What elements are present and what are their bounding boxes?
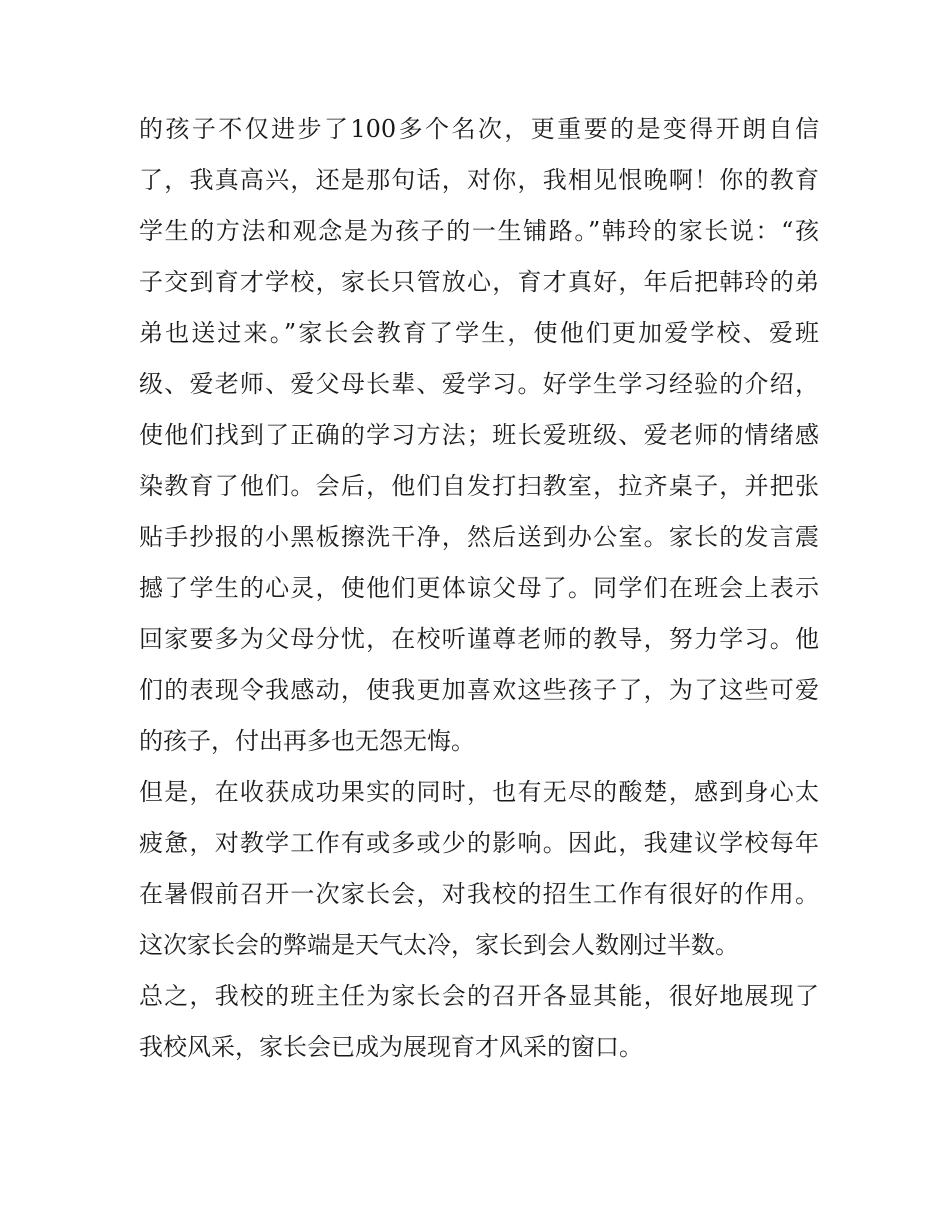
text-line: 的孩子不仅进步了100多个名次，更重要的是变得开朗自信 xyxy=(139,115,819,143)
text-line: 学生的方法和观念是为孩子的一生铺路。”韩玲的家长说：“孩 xyxy=(139,217,819,245)
text-line: 撼了学生的心灵，使他们更体谅父母了。同学们在班会上表示 xyxy=(139,574,819,602)
text-line: 贴手抄报的小黑板擦洗干净，然后送到办公室。家长的发言震 xyxy=(139,523,819,551)
text-line: 这次家长会的弊端是天气太冷，家长到会人数刚过半数。 xyxy=(139,931,739,959)
text-line: 回家要多为父母分忧，在校听谨尊老师的教导，努力学习。他 xyxy=(139,625,819,653)
text-line: 在暑假前召开一次家长会，对我校的招生工作有很好的作用。 xyxy=(139,880,819,908)
text-line: 疲惫，对教学工作有或多或少的影响。因此，我建议学校每年 xyxy=(139,829,819,857)
text-line: 的孩子，付出再多也无怨无悔。 xyxy=(139,727,475,755)
text-line: 染教育了他们。会后，他们自发打扫教室，拉齐桌子，并把张 xyxy=(139,472,819,500)
text-line: 级、爱老师、爱父母长辈、爱学习。好学生学习经验的介绍， xyxy=(139,370,819,398)
text-line: 了，我真高兴，还是那句话，对你，我相见恨晚啊！你的教育 xyxy=(139,166,819,194)
text-line: 们的表现令我感动，使我更加喜欢这些孩子了，为了这些可爱 xyxy=(139,676,819,704)
text-line: 但是，在收获成功果实的同时，也有无尽的酸楚，感到身心太 xyxy=(139,778,819,806)
text-line: 总之，我校的班主任为家长会的召开各显其能，很好地展现了 xyxy=(139,982,819,1010)
text-line: 我校风采，家长会已成为展现育才风采的窗口。 xyxy=(139,1033,643,1061)
text-line: 子交到育才学校，家长只管放心，育才真好，年后把韩玲的弟 xyxy=(139,268,819,296)
text-line: 弟也送过来。”家长会教育了学生，使他们更加爱学校、爱班 xyxy=(139,319,819,347)
body-text xyxy=(139,107,819,1076)
text-line: 使他们找到了正确的学习方法；班长爱班级、爱老师的情绪感 xyxy=(139,421,819,449)
